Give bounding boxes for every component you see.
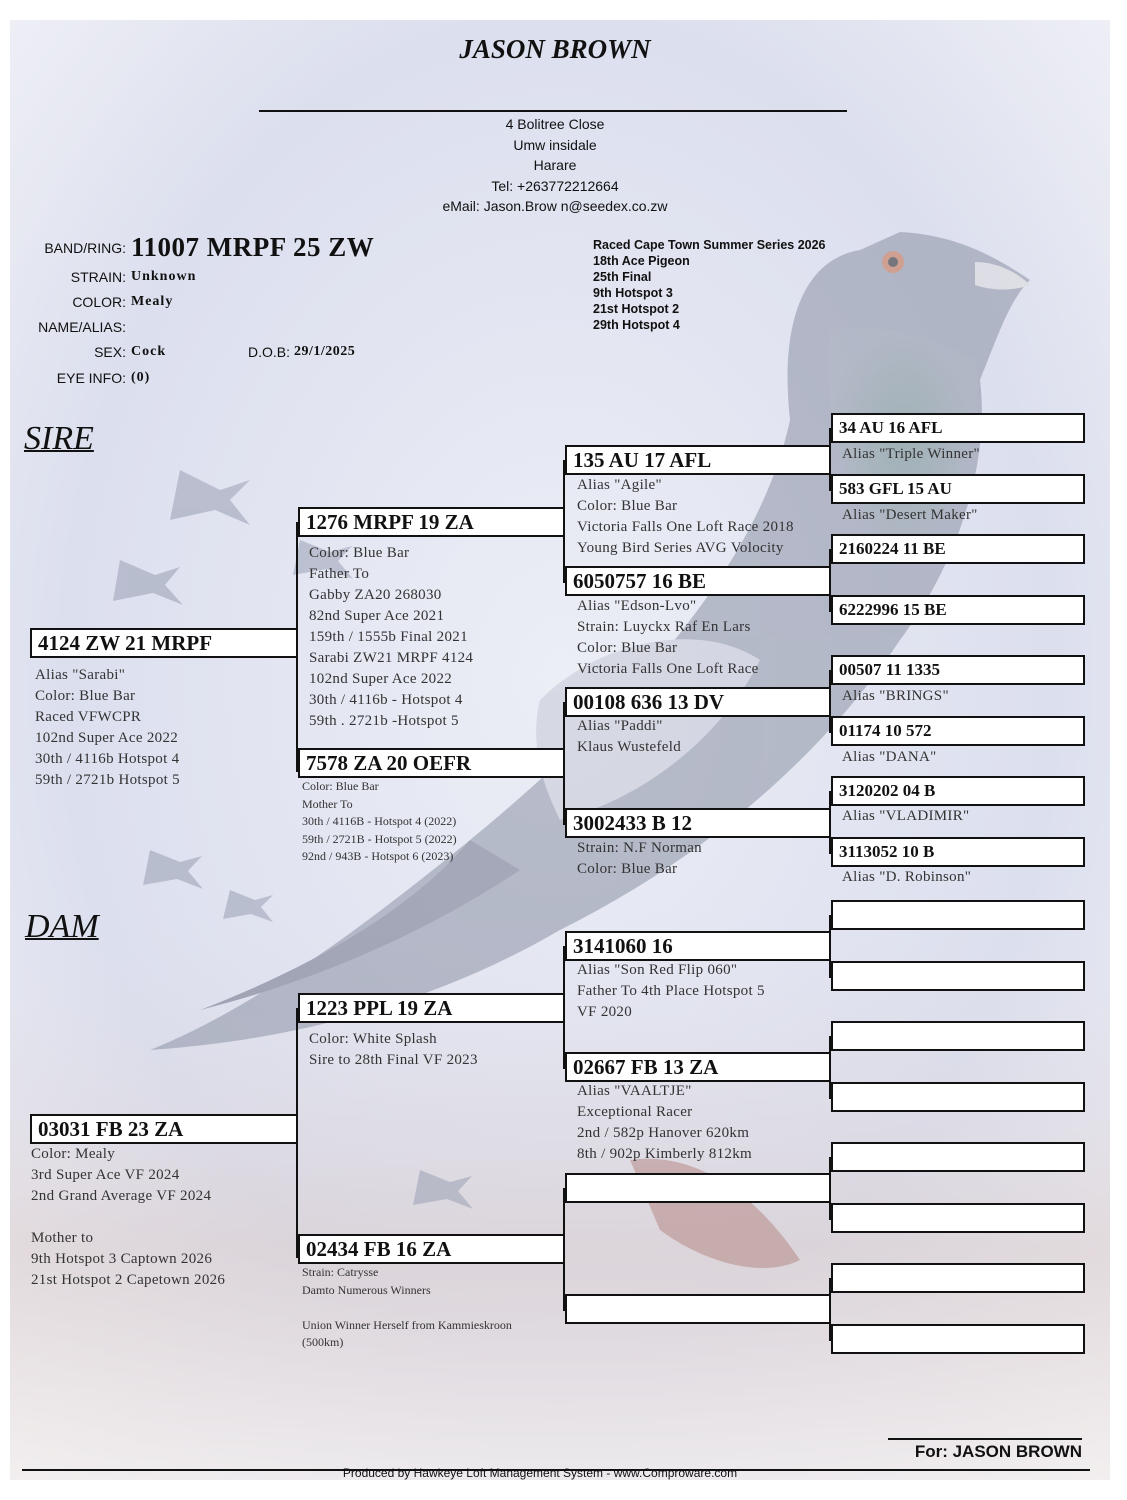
info-line: 92nd / 943B - Hotspot 6 (2023) <box>302 849 454 863</box>
info-line: 59th . 2721b -Hotspot 5 <box>309 713 459 729</box>
info-line: Alias "VLADIMIR" <box>842 808 970 824</box>
info-line: Gabby ZA20 268030 <box>309 587 442 603</box>
info-line: Color: Blue Bar <box>35 688 136 704</box>
empty-ring <box>831 1263 1085 1293</box>
info-line: Victoria Falls One Loft Race <box>577 661 759 677</box>
empty-ring <box>831 900 1085 930</box>
info-line: 30th / 4116B - Hotspot 4 (2022) <box>302 814 457 828</box>
info-line: 59th / 2721B - Hotspot 5 (2022) <box>302 831 457 846</box>
empty-ring <box>831 961 1085 991</box>
info-line: Victoria Falls One Loft Race 2018 <box>577 519 794 535</box>
info-line: 30th / 4116b - Hotspot 4 <box>309 692 463 708</box>
eye-value: (0) <box>131 370 151 385</box>
strain-label: STRAIN: <box>70 269 126 285</box>
sire-dam-info <box>302 778 457 866</box>
strain-value: Unknown <box>131 269 197 284</box>
empty-ring <box>831 1021 1085 1051</box>
info-line: Damto Numerous Winners <box>302 1282 431 1297</box>
dds-ring <box>565 1173 831 1203</box>
info-line: Alias "Desert Maker" <box>842 507 978 523</box>
band-value: 11007 MRPF 25 ZW <box>131 232 375 262</box>
info-line: (500km) <box>302 1335 344 1349</box>
empty-ring <box>831 1142 1085 1172</box>
sdd-ring: 3002433 B 12 <box>565 808 831 838</box>
dam-sire-ring: 1223 PPL 19 ZA <box>298 993 565 1023</box>
info-line: 21st Hotspot 2 Capetown 2026 <box>31 1272 226 1288</box>
info-line: Alias "Agile" <box>577 477 662 493</box>
info-line: 59th / 2721b Hotspot 5 <box>35 772 180 788</box>
sdds-ring: 3120202 04 B <box>831 776 1085 806</box>
info-line: Exceptional Racer <box>577 1104 693 1120</box>
info-line: 2nd Grand Average VF 2024 <box>31 1188 212 1204</box>
sds-ring: 00108 636 13 DV <box>565 687 831 717</box>
sex-value: Cock <box>131 344 167 359</box>
achievement-item: 29th Hotspot 4 <box>593 318 680 332</box>
info-line: Alias "BRINGS" <box>842 688 949 704</box>
color-value: Mealy <box>131 294 174 309</box>
owner-address <box>300 114 810 217</box>
dss-info <box>577 960 765 1023</box>
achievement-item: 25th Final <box>593 270 652 284</box>
dam-sire-info <box>309 1029 478 1071</box>
sdd-info <box>577 838 702 880</box>
empty-ring <box>831 1324 1085 1354</box>
info-line: Mother to <box>31 1230 94 1246</box>
info-line: Strain: N.F Norman <box>577 840 702 856</box>
info-line <box>302 1299 512 1317</box>
sss-ring: 135 AU 17 AFL <box>565 445 831 475</box>
info-line <box>31 1207 225 1228</box>
info-line: 9th Hotspot 3 Captown 2026 <box>31 1251 213 1267</box>
sds-info <box>577 716 681 758</box>
phone-line: Tel: +263772212664 <box>491 177 619 194</box>
for-owner: For: JASON BROWN <box>914 1442 1082 1461</box>
info-line: Young Bird Series AVG Volocity <box>577 540 784 556</box>
info-line: Alias "D. Robinson" <box>842 869 972 885</box>
achievement-item: 21st Hotspot 2 <box>593 302 680 316</box>
dam-ring: 03031 FB 23 ZA <box>30 1114 298 1144</box>
dob-value: 29/1/2025 <box>294 344 356 359</box>
ssdd-ring: 6222996 15 BE <box>831 595 1085 625</box>
dsd-ring: 02667 FB 13 ZA <box>565 1052 831 1082</box>
sire-info <box>35 665 180 791</box>
info-line: Alias "Son Red Flip 060" <box>577 962 738 978</box>
sire-sire-ring: 1276 MRPF 19 ZA <box>298 507 565 537</box>
sire-heading: SIRE <box>24 420 94 457</box>
sssd-ring: 583 GFL 15 AU <box>831 474 1085 504</box>
info-line: Color: Blue Bar <box>577 861 678 877</box>
sss-info <box>577 475 794 559</box>
address-line: Harare <box>533 157 577 173</box>
info-line: Mother To <box>302 796 353 811</box>
info-line: Alias "Sarabi" <box>35 667 126 683</box>
info-line: Alias "DANA" <box>842 749 937 765</box>
info-line: 3rd Super Ace VF 2024 <box>31 1167 180 1183</box>
sdss-info <box>842 686 949 707</box>
sire-sire-info <box>309 543 473 732</box>
eye-label: EYE INFO: <box>56 370 126 386</box>
ssd-info <box>577 596 759 680</box>
empty-ring <box>831 1082 1085 1112</box>
band-label: BAND/RING: <box>44 240 126 256</box>
dam-info <box>31 1144 225 1291</box>
empty-ring <box>831 1203 1085 1233</box>
info-line: 30th / 4116b Hotspot 4 <box>35 751 180 767</box>
info-line: 159th / 1555b Final 2021 <box>309 629 468 645</box>
sssd-info <box>842 505 978 526</box>
info-line: 8th / 902p Kimberly 812km <box>577 1146 752 1162</box>
achievement-item: 18th Ace Pigeon <box>593 254 690 268</box>
sddd-info <box>842 867 971 888</box>
dam-dam-info <box>302 1264 512 1352</box>
sdsd-info <box>842 747 937 768</box>
info-line: Alias "VAALTJE" <box>577 1083 692 1099</box>
sddd-ring: 3113052 10 B <box>831 837 1085 867</box>
dob-label: D.O.B: <box>247 344 290 360</box>
info-line: Father To <box>309 566 370 582</box>
sire-ring: 4124 ZW 21 MRPF <box>30 628 298 658</box>
info-line: VF 2020 <box>577 1004 633 1020</box>
info-line: Color: Blue Bar <box>302 779 379 793</box>
sdss-ring: 00507 11 1335 <box>831 655 1085 685</box>
sex-label: SEX: <box>94 344 126 360</box>
info-line: Alias "Paddi" <box>577 718 663 734</box>
info-line: 102nd Super Ace 2022 <box>309 671 453 687</box>
ssss-info <box>842 444 980 465</box>
info-line: Color: Blue Bar <box>577 498 678 514</box>
info-line: Color: Blue Bar <box>309 545 410 561</box>
ssds-ring: 2160224 11 BE <box>831 534 1085 564</box>
alias-label: NAME/ALIAS: <box>38 319 126 335</box>
ddd-ring <box>565 1294 831 1324</box>
info-line: Union Winner Herself from Kammieskroon <box>302 1317 512 1332</box>
address-line: 4 Bolitree Close <box>505 116 605 132</box>
info-line: Sarabi ZW21 MRPF 4124 <box>309 650 474 666</box>
info-line: Father To 4th Place Hotspot 5 <box>577 983 765 999</box>
dsd-info <box>577 1081 752 1165</box>
dss-ring: 3141060 16 <box>565 931 831 961</box>
info-line: Color: Mealy <box>31 1146 116 1162</box>
dam-dam-ring: 02434 FB 16 ZA <box>298 1234 565 1264</box>
header-divider <box>259 110 847 112</box>
owner-name: JASON BROWN <box>459 34 651 64</box>
sire-dam-ring: 7578 ZA 20 OEFR <box>298 748 565 778</box>
ssd-ring: 6050757 16 BE <box>565 566 831 596</box>
info-line: Color: White Splash <box>309 1031 437 1047</box>
for-divider <box>888 1438 1082 1440</box>
color-label: COLOR: <box>72 294 126 310</box>
email-line: eMail: Jason.Brow n@seedex.co.zw <box>442 198 668 214</box>
info-line: Sire to 28th Final VF 2023 <box>309 1052 478 1068</box>
info-line: 82nd Super Ace 2021 <box>309 608 445 624</box>
info-line: Strain: Luyckx Raf En Lars <box>577 619 751 635</box>
info-line: Klaus Wustefeld <box>577 739 682 755</box>
info-line: 2nd / 582p Hanover 620km <box>577 1125 750 1141</box>
achievement-item: 9th Hotspot 3 <box>593 286 673 300</box>
info-line: Raced VFWCPR <box>35 709 142 725</box>
achievements-list <box>593 237 826 333</box>
produced-by: Produced by Hawkeye Loft Management System - www.Comproware.com <box>342 1466 738 1480</box>
ssss-ring: 34 AU 16 AFL <box>831 413 1085 443</box>
sdds-info <box>842 806 969 827</box>
address-line: Umw insidale <box>513 136 597 153</box>
dam-heading: DAM <box>25 908 99 945</box>
sdsd-ring: 01174 10 572 <box>831 716 1085 746</box>
info-line: Alias "Triple Winner" <box>842 446 980 462</box>
achievement-item: Raced Cape Town Summer Series 2026 <box>593 238 826 252</box>
info-line: 102nd Super Ace 2022 <box>35 730 179 746</box>
info-line: Alias "Edson-Lvo" <box>577 598 697 614</box>
info-line: Color: Blue Bar <box>577 640 678 656</box>
info-line: Strain: Catrysse <box>302 1265 379 1279</box>
